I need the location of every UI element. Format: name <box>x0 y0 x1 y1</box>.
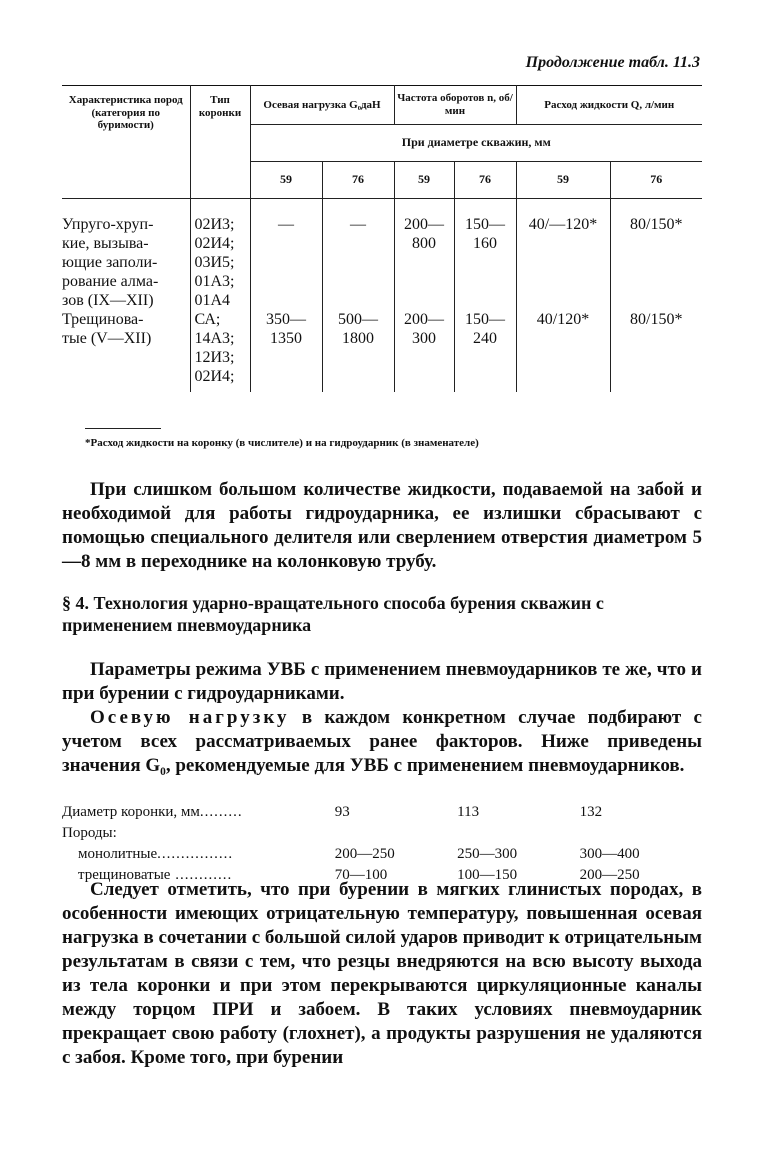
crown-types: СА; 14А3; 12И3; 02И4; <box>190 310 250 392</box>
section-title: § 4. Технология ударно-вращательного способа бурения скважин с применением пневмоударника <box>62 593 604 635</box>
paragraph: При слишком большом количестве жидкости, подаваемой на забой и необходимой для работы гидроударника, ее излишки сбрасывают с помощью специального делителя или сверлением отверстия диаметром 5—8 мм в переходнике на колонковую трубу. <box>62 479 702 572</box>
load-values-table <box>62 802 702 886</box>
header-characteristic: Характеристика пород (категория по буримости) <box>62 86 190 199</box>
fluid-flow-59: 40/120* <box>516 310 610 392</box>
table-row <box>62 199 702 311</box>
table-row <box>62 802 702 823</box>
rock-label: монолитные................ <box>78 846 234 862</box>
header-diameter: 76 <box>454 162 516 199</box>
header-rotation-freq: Частота оборотов n, об/мин <box>394 86 516 125</box>
diameter-value: 113 <box>457 804 480 820</box>
load-value: 300—400 <box>579 846 640 862</box>
header-diameter: 76 <box>610 162 702 199</box>
paragraph: Следует отметить, что при бурении в мягких глинистых породах, в особенности имеющих отрицательную температуру, повышенная осевая нагрузка в сочетании с большой силой ударов приводит к отрицательным результатам в связи с тем, что резцы внедряются на всю высоту выхода из тела коронки и при этом перекрываются циркуляционные каналы между торцом ПРИ и забоем. В таких условиях пневмоударник прекращает свою работу (глохнет), а продукты разрушения не удаляются с забоя. Кроме того, при бурении <box>62 879 702 1068</box>
parameters-table <box>62 85 702 392</box>
diameter-value: 132 <box>579 804 603 820</box>
load-value: 200—250 <box>334 846 395 862</box>
header-fluid-flow: Расход жидкости Q, л/мин <box>516 86 702 125</box>
axial-load-76: 500— 1800 <box>322 310 394 392</box>
footnote-rule <box>85 428 161 429</box>
header-diameter: 59 <box>250 162 322 199</box>
crown-types: 02И3; 02И4; 03И5; 01А3; 01А4 <box>190 199 250 311</box>
axial-load-59: — <box>250 199 322 311</box>
load-value: 250—300 <box>457 846 518 862</box>
header-axial-load: Осевая нагрузка G₀даН <box>250 86 394 125</box>
load-value: 200—250 <box>579 867 640 883</box>
load-value: 100—150 <box>457 867 518 883</box>
diameter-label: Диаметр коронки, мм......... <box>62 804 243 820</box>
paragraph <box>62 706 702 778</box>
diameter-value: 93 <box>334 804 350 820</box>
footnote: *Расход жидкости на коронку (в числителе) и на гидроударник (в знаменателе) <box>85 437 479 449</box>
fluid-flow-59: 40/—120* <box>516 199 610 311</box>
paragraph-text: в каждом конкретном случае подбирают с учетом всех рассматриваемых ранее факторов. Ниже приведены значения G₀, рекомендуемые для УВБ с применением пневмоударников. <box>62 707 702 776</box>
spaced-term: Осевую нагрузку <box>90 707 290 728</box>
load-value: 70—100 <box>334 867 388 883</box>
table-row <box>62 310 702 392</box>
fluid-flow-76: 80/150* <box>610 310 702 392</box>
rocks-label: Породы: <box>62 825 117 841</box>
rotation-freq-76: 150— 160 <box>454 199 516 311</box>
continuation-title: Продолжение табл. 11.3 <box>525 54 700 71</box>
table-row <box>62 844 702 865</box>
table-row <box>62 823 702 844</box>
rock-label: трещиноватые ............ <box>78 867 233 883</box>
rock-characteristic: Упруго-хруп- кие, вызыва- ющие заполи- рование алма- зов (IX—XII) <box>62 216 159 309</box>
rock-characteristic: Трещинова- тые (V—XII) <box>62 311 152 347</box>
header-diameter: 59 <box>394 162 454 199</box>
rotation-freq-59: 200— 300 <box>394 310 454 392</box>
rotation-freq-76: 150— 240 <box>454 310 516 392</box>
header-diameter: 76 <box>322 162 394 199</box>
rotation-freq-59: 200— 800 <box>394 199 454 311</box>
header-diameter-note: При диаметре скважин, мм <box>250 125 702 162</box>
axial-load-59: 350— 1350 <box>250 310 322 392</box>
axial-load-76: — <box>322 199 394 311</box>
header-crown-type: Тип коронки <box>190 86 250 199</box>
paragraph: Параметры режима УВБ с применением пневмоударников те же, что и при бурении с гидроударниками. <box>62 659 702 704</box>
header-diameter: 59 <box>516 162 610 199</box>
fluid-flow-76: 80/150* <box>610 199 702 311</box>
